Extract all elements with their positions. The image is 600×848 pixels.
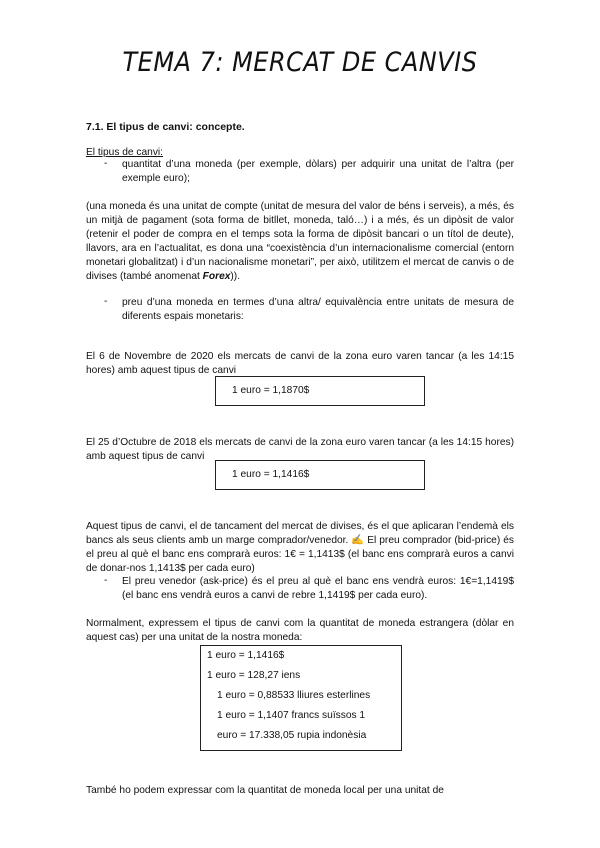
bullet-ask-price: El preu venedor (ask-price) és el preu al què el banc ens vendrà euros: 1€=1,1419$ (el banc ens vendrà euros a canvi de rebre 1,1419$ per cada euro). xyxy=(122,576,514,601)
rate-box-2020 xyxy=(215,376,425,406)
paragraph-2018-close: El 25 d’Octubre de 2018 els mercats de canvi de la zona euro varen tancar (a les 14:15 hores) amb aquest tipus de canvi xyxy=(86,437,514,462)
paragraph-2020-close: El 6 de Novembre de 2020 els mercats de canvi de la zona euro varen tancar (a les 14:15 hores) amb aquest tipus de canvi xyxy=(86,351,514,376)
rate-gbp: 1 euro = 0,88533 lliures esterlines xyxy=(217,690,371,701)
rate-usd: 1 euro = 1,1416$ xyxy=(207,650,285,661)
paragraph-normally: Normalment, expressem el tipus de canvi com la quantitat de moneda estrangera (dòlar en aquest cas) per una unitat de la nostra moneda: xyxy=(86,618,514,643)
definition-label: El tipus de canvi: xyxy=(86,147,164,158)
bullet-quantity: quantitat d’una moneda (per exemple, dòlars) per adquirir una unitat de l’altra (per exemple euro); xyxy=(122,159,514,184)
rate-yen: 1 euro = 128,27 iens xyxy=(207,670,301,681)
paragraph-text: (una moneda és una unitat de compte (unitat de mesura del valor de béns i serveis), a més, és un mitjà de pagament (sota forma de bitllet, moneda, taló…) i a més, és un dipòsit de valor (retenir el poder de compra en el temps sota la forma de dipòsit bancari o un títol de deute), llavors, ara en l’actualitat, es dona una “coexistència d’un internacionalisme comercial (entorn monetari globalitzat) i d’un nacionalisme monetari”, per això, utilitzem el mercat de canvis o de divises (també anomenat xyxy=(86,201,514,282)
bullet-dash: - xyxy=(104,158,108,169)
paragraph-bid-price: Aquest tipus de canvi, el de tancament del mercat de divises, és el que aplicaran l’endemà els bancs als seus clients amb un marge comprador/venedor. ✍ El preu comprador (bid-price) és el preu al què el banc ens comprarà euros: 1€ = 1,1413$ (el banc ens comprarà euros a canvi de donar-nos 1,1413$ per cada euro) xyxy=(86,521,514,574)
bullet-dash: - xyxy=(104,296,108,307)
bullet-dash: - xyxy=(104,575,108,586)
page-title: TEMA 7: MERCAT DE CANVIS xyxy=(122,46,478,78)
paragraph-local-currency: També ho podem expressar com la quantitat de moneda local per una unitat de xyxy=(86,785,444,796)
rate-box-2018 xyxy=(215,460,425,490)
rates-list-box xyxy=(200,645,402,751)
bullet-price: preu d’una moneda en termes d’una altra/ equivalència entre unitats de mesura de diferents espais monetaris: xyxy=(122,297,514,322)
rate-chf: 1 euro = 1,1407 francs suïssos 1 xyxy=(217,710,366,721)
paragraph-text-end: )). xyxy=(230,271,241,282)
rate-idr: euro = 17.338,05 rupia indonèsia xyxy=(217,730,367,741)
paragraph-currency-functions xyxy=(86,200,514,284)
section-heading: 7.1. El tipus de canvi: concepte. xyxy=(86,121,245,133)
forex-term: Forex xyxy=(202,271,231,282)
rate-2020: 1 euro = 1,1870$ xyxy=(232,385,310,396)
rate-2018: 1 euro = 1,1416$ xyxy=(232,469,310,480)
